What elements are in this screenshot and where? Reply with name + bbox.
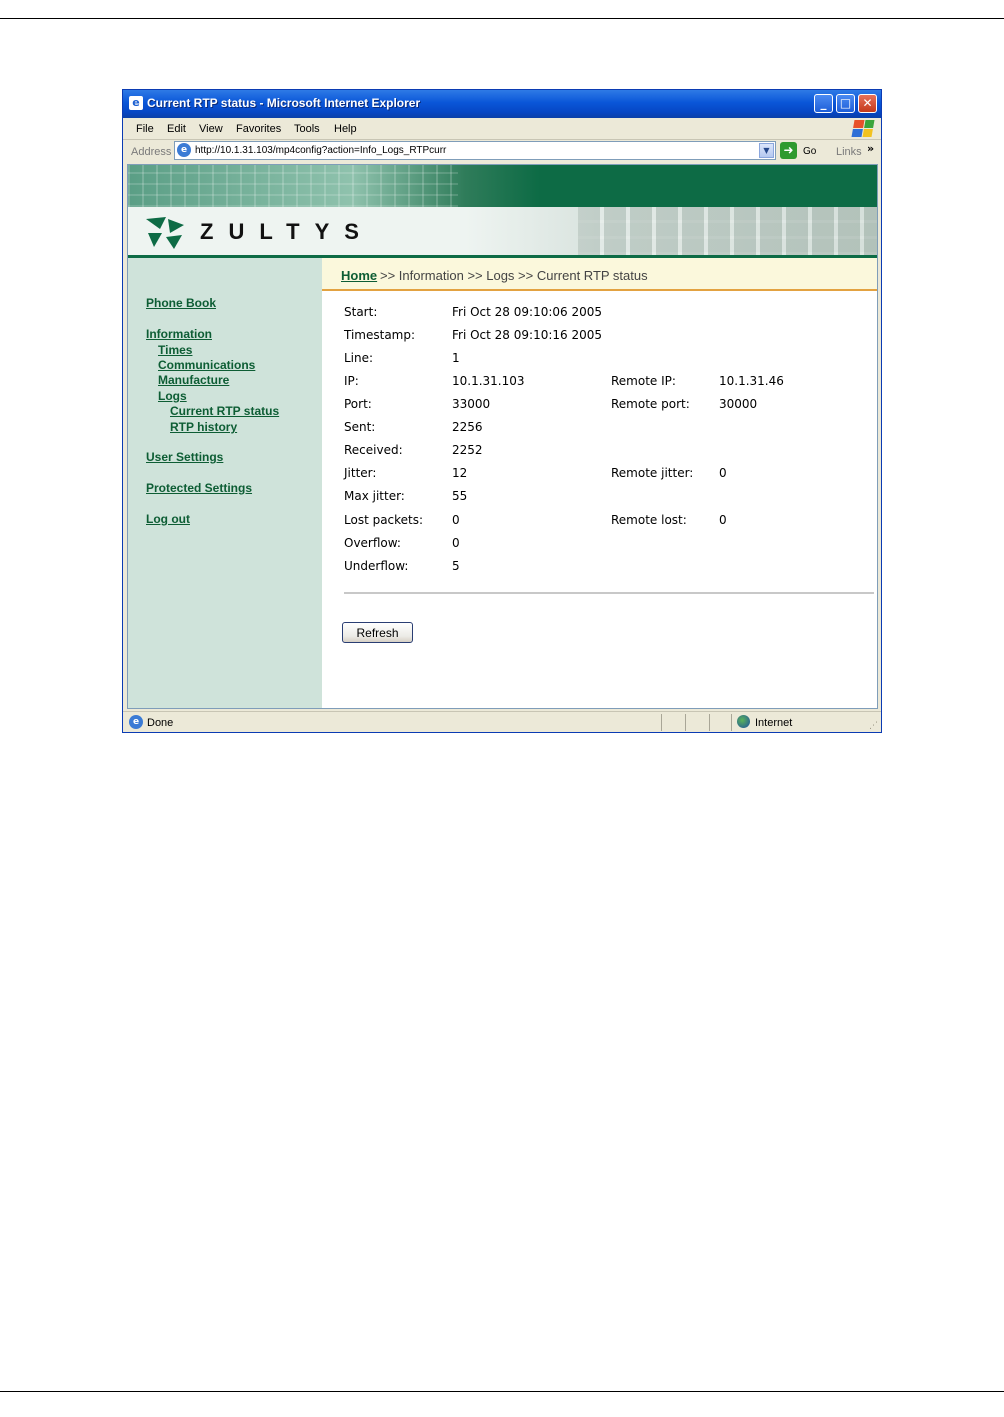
resize-grip-icon[interactable]: ⋰: [869, 721, 878, 731]
address-input[interactable]: [174, 141, 776, 160]
field-label: Line:: [344, 351, 374, 365]
ie-page-icon: e: [129, 96, 143, 110]
field-value-line: 1: [452, 351, 460, 365]
chevron-right-icon[interactable]: »: [867, 142, 875, 155]
field-value-received: 2252: [452, 443, 483, 457]
content-divider: [344, 592, 874, 594]
field-label: Max jitter:: [344, 489, 405, 503]
window-title: Current RTP status - Microsoft Internet Explorer: [147, 96, 421, 110]
menu-bar: [123, 118, 881, 140]
device-ports-image: [578, 207, 877, 255]
status-divider: [731, 714, 732, 731]
field-value-underflow: 5: [452, 559, 460, 573]
security-zone: Internet: [755, 717, 793, 729]
circuit-board-image: [128, 165, 458, 207]
menu-help[interactable]: Help: [334, 123, 357, 135]
address-label: Address: [131, 146, 172, 158]
sidebar-item-communications[interactable]: Communications: [158, 358, 256, 372]
logo-banner: [128, 207, 877, 255]
status-divider: [685, 714, 686, 731]
main-content: [322, 258, 877, 709]
sidebar-item-manufacture[interactable]: Manufacture: [158, 373, 230, 387]
field-value-timestamp: Fri Oct 28 09:10:16 2005: [452, 328, 603, 342]
field-value-remote-lost: 0: [719, 513, 727, 527]
field-label: Jitter:: [344, 466, 377, 480]
menu-view[interactable]: View: [199, 123, 223, 135]
browser-window: [122, 89, 882, 733]
field-value-max-jitter: 55: [452, 489, 468, 503]
field-value-remote-port: 30000: [719, 397, 758, 411]
menu-file[interactable]: File: [136, 123, 154, 135]
breadcrumb-home-link[interactable]: Home: [341, 268, 378, 283]
sidebar-item-log-out[interactable]: Log out: [146, 512, 190, 526]
brand-name: ZULTYS: [200, 219, 374, 244]
field-label: Remote jitter:: [611, 466, 694, 480]
field-value-jitter: 12: [452, 466, 468, 480]
sidebar-item-phone-book[interactable]: Phone Book: [146, 296, 217, 310]
field-label: Remote port:: [611, 397, 690, 411]
field-label: Timestamp:: [344, 328, 416, 342]
breadcrumb: [322, 258, 877, 291]
breadcrumb-trail: >> Information >> Logs >> Current RTP status: [380, 268, 648, 283]
field-value-lost-packets: 0: [452, 513, 460, 527]
title-bar[interactable]: [123, 90, 881, 118]
field-value-start: Fri Oct 28 09:10:06 2005: [452, 305, 603, 319]
sidebar-item-information[interactable]: Information: [146, 327, 212, 341]
page-viewport: [127, 164, 878, 709]
address-url[interactable]: http://10.1.31.103/mp4config?action=Info_Logs_RTPcurr: [195, 145, 447, 156]
field-value-sent: 2256: [452, 420, 483, 434]
field-label: IP:: [344, 374, 359, 388]
field-label: Lost packets:: [344, 513, 424, 527]
sidebar-item-user-settings[interactable]: User Settings: [146, 450, 224, 464]
sidebar-item-rtp-history[interactable]: RTP history: [170, 420, 238, 434]
windows-flag-icon: [852, 120, 875, 137]
field-label: Received:: [344, 443, 403, 457]
links-toolbar[interactable]: Links: [836, 146, 862, 158]
field-label: Remote lost:: [611, 513, 687, 527]
field-label: Underflow:: [344, 559, 409, 573]
sidebar-item-protected-settings[interactable]: Protected Settings: [146, 481, 253, 495]
status-divider: [661, 714, 662, 731]
close-button[interactable]: ✕: [858, 94, 877, 113]
status-bar: [123, 711, 881, 733]
status-divider: [709, 714, 710, 731]
chevron-down-icon[interactable]: ▼: [759, 143, 774, 158]
field-value-remote-ip: 10.1.31.46: [719, 374, 784, 388]
field-label: Start:: [344, 305, 378, 319]
minimize-button[interactable]: _: [814, 94, 833, 113]
go-arrow-icon[interactable]: ➜: [780, 142, 797, 159]
field-value-port: 33000: [452, 397, 491, 411]
field-label: Overflow:: [344, 536, 401, 550]
go-button[interactable]: Go: [803, 146, 817, 157]
page-rule-bottom: [0, 1391, 1004, 1392]
address-bar: [123, 140, 881, 163]
field-value-remote-jitter: 0: [719, 466, 727, 480]
field-label: Remote IP:: [611, 374, 676, 388]
field-value-overflow: 0: [452, 536, 460, 550]
field-label: Port:: [344, 397, 372, 411]
zultys-logo-icon: [144, 215, 186, 251]
menu-favorites[interactable]: Favorites: [236, 123, 282, 135]
sidebar-nav: [128, 258, 322, 709]
field-label: Sent:: [344, 420, 376, 434]
sidebar-item-logs[interactable]: Logs: [158, 389, 187, 403]
page-rule-top: [0, 18, 1004, 19]
header-banner: [128, 165, 877, 207]
refresh-button[interactable]: Refresh: [342, 622, 413, 643]
maximize-button[interactable]: □: [836, 94, 855, 113]
globe-icon: [737, 715, 750, 728]
field-value-ip: 10.1.31.103: [452, 374, 525, 388]
ie-page-icon: e: [177, 143, 191, 157]
sidebar-item-current-rtp-status[interactable]: Current RTP status: [170, 404, 280, 418]
menu-tools[interactable]: Tools: [294, 123, 320, 135]
sidebar-item-times[interactable]: Times: [158, 343, 193, 357]
ie-page-icon: e: [129, 715, 143, 729]
menu-edit[interactable]: Edit: [167, 123, 186, 135]
status-text: Done: [147, 717, 174, 729]
